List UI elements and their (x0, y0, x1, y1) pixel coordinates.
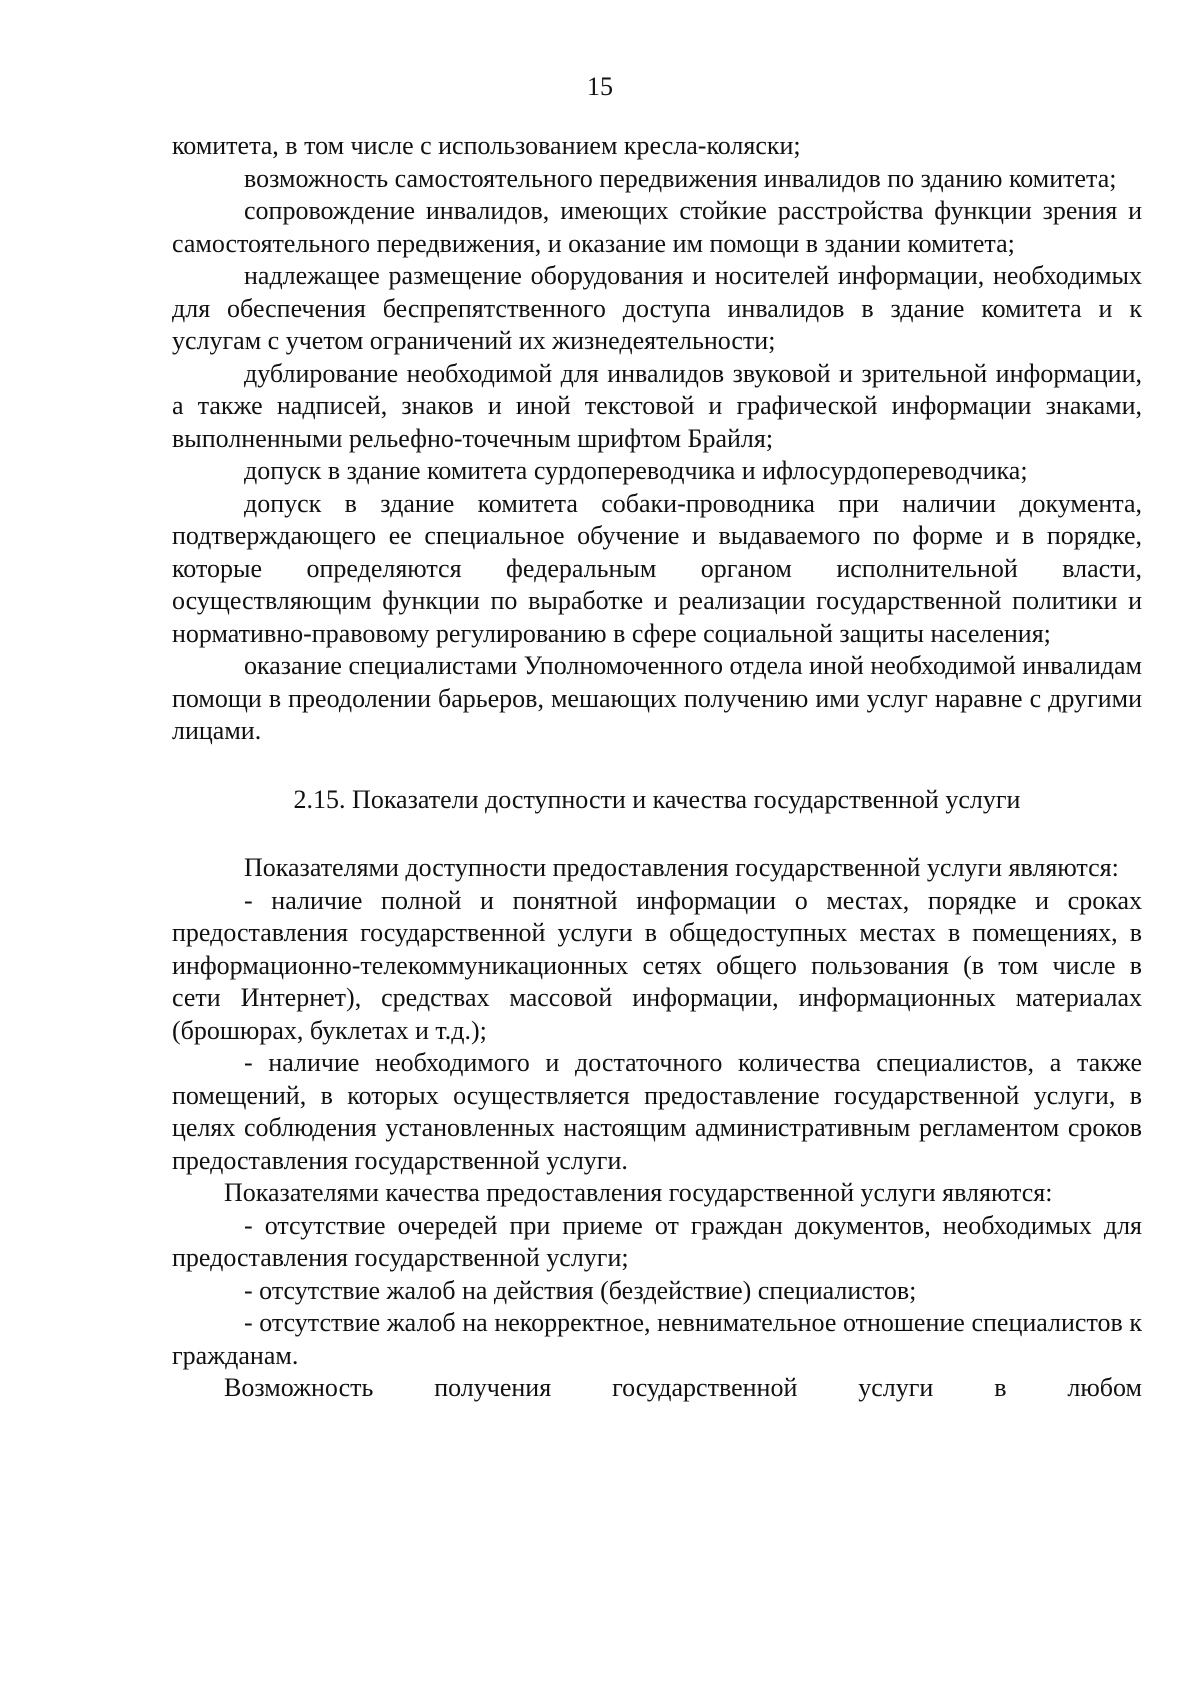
page-number: 15 (587, 72, 613, 101)
paragraph-continuation: комитета, в том числе с использованием кресла-коляски; (172, 131, 801, 160)
list-item: - отсутствие жалоб на некорректное, невнимательное отношение специалистов к гражданам. (172, 1308, 1142, 1370)
paragraph: Показателями доступности предоставления государственной услуги являются: (244, 853, 1119, 882)
list-item: - наличие необходимого и достаточного количества специалистов, а также помещений, в которых осуществляется предоставление государственной услуги, в целях соблюдения установленных настоящим административным регламентом сроков предоставления государственной услуги. (172, 1048, 1142, 1175)
paragraph-truncated: Возможность получения государственной услуги в любом (224, 1373, 1142, 1402)
paragraph: возможность самостоятельного передвижения инвалидов по зданию комитета; (244, 163, 1117, 193)
paragraph: допуск в здание комитета сурдопереводчика и ифлосурдопереводчика; (244, 456, 1028, 485)
paragraph: надлежащее размещение оборудования и носителей информации, необходимых для обеспечения беспрепятственного доступа инвалидов в здание комитета и к услугам с учетом ограничений их жизнедеятельности; (172, 261, 1142, 355)
paragraph: дублирование необходимой для инвалидов звуковой и зрительной информации, а также надписей, знаков и иной текстовой и графической информации знаками, выполненными рельефно-точечным шрифтом Брайля; (172, 358, 1142, 453)
paragraph: Показателями качества предоставления государственной услуги являются: (224, 1178, 1053, 1207)
list-item: - наличие полной и понятной информации о местах, порядке и сроках предоставления государственной услуги в общедоступных местах в помещениях, в информационно-телекоммуникационных сетях общего пользования (в том числе в сети Интернет), средствах массовой информации, информационных материалах (брошюрах, буклетах и т.д.); (172, 885, 1142, 1045)
list-item: - отсутствие жалоб на действия (бездействие) специалистов; (244, 1275, 917, 1305)
paragraph: оказание специалистами Уполномоченного отдела иной необходимой инвалидам помощи в преодолении барьеров, мешающих получению ими услуг наравне с другими лицами. (172, 651, 1142, 745)
document-body (172, 130, 1142, 1405)
section-heading-text: 2.15. Показатели доступности и качества государственной услуги (293, 784, 1021, 814)
paragraph: допуск в здание комитета собаки-проводника при наличии документа, подтверждающего ее специальное обучение и выдаваемого по форме и в порядке, которые определяются федеральным органом исполнительной власти, осуществляющим функции по выработке и реализации государственной политики и нормативно-правовому регулированию в сфере социальной защиты населения; (172, 488, 1142, 648)
list-item: - отсутствие очередей при приеме от граждан документов, необходимых для предоставления государственной услуги; (172, 1210, 1142, 1272)
paragraph: сопровождение инвалидов, имеющих стойкие расстройства функции зрения и самостоятельного передвижения, и оказание им помощи в здании комитета; (172, 196, 1142, 258)
section-heading (172, 784, 1142, 817)
